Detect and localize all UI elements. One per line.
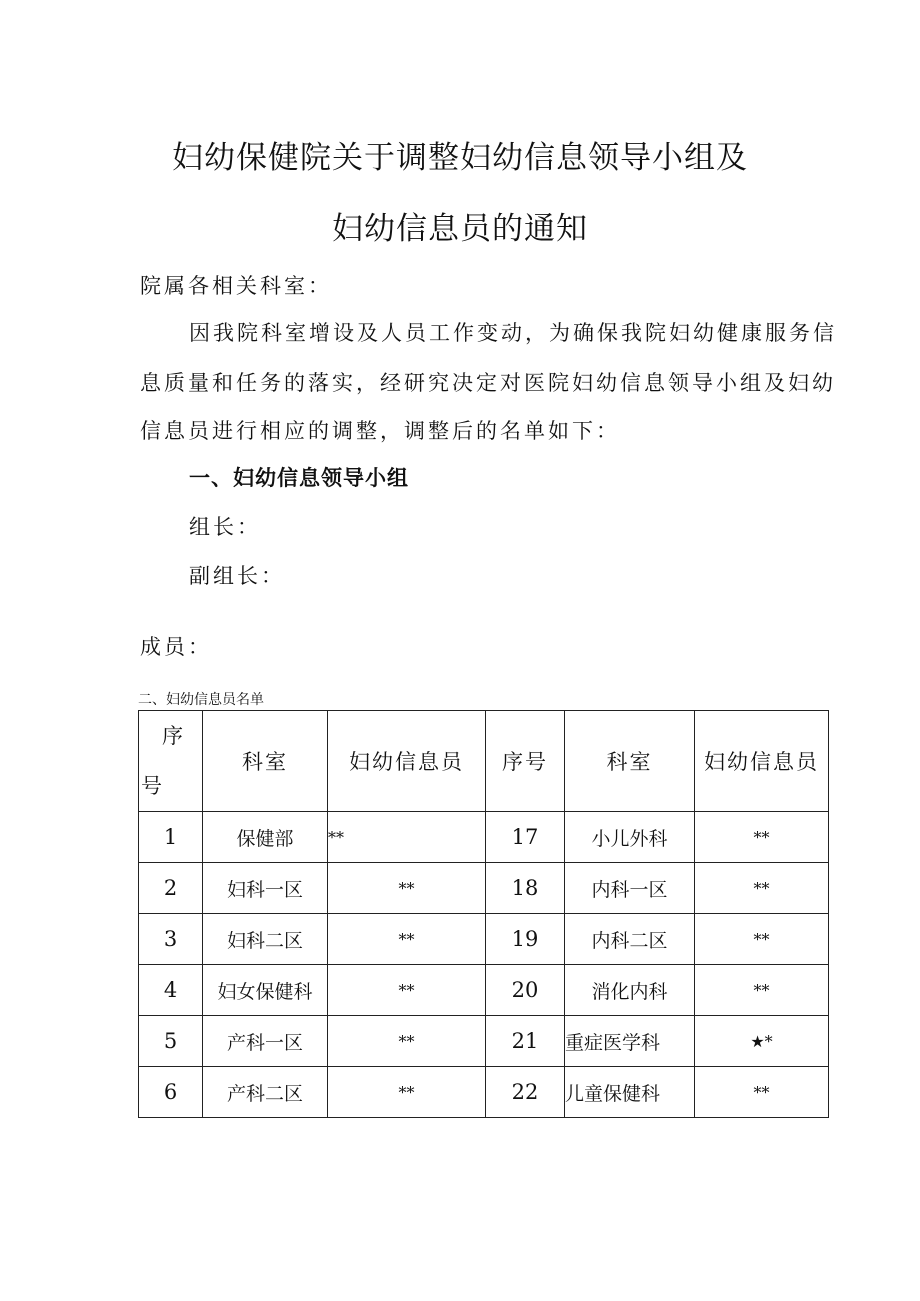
row-dept2: 消化内科 — [565, 965, 695, 1016]
row-officer: ** — [328, 1016, 486, 1067]
body-line-1: 因我院科室增设及人员工作变动，为确保我院妇幼健康服务信 — [189, 321, 837, 345]
row-no: 2 — [139, 863, 203, 914]
table-row — [139, 1016, 829, 1067]
row-no: 6 — [139, 1067, 203, 1118]
row-no2: 19 — [486, 914, 565, 965]
header-officer2: 妇幼信息员 — [695, 711, 829, 812]
row-no: 5 — [139, 1016, 203, 1067]
row-officer: ** — [328, 863, 486, 914]
row-dept: 妇女保健科 — [203, 965, 328, 1016]
row-no2: 20 — [486, 965, 565, 1016]
row-dept2: 重症医学科 — [565, 1016, 695, 1067]
header-officer: 妇幼信息员 — [328, 711, 486, 812]
row-officer: ** — [328, 914, 486, 965]
row-no2: 21 — [486, 1016, 565, 1067]
doc-title-line2: 妇幼信息员的通知 — [332, 211, 588, 247]
header-seq-char1: 序 — [162, 724, 185, 748]
row-officer: ** — [328, 1067, 486, 1118]
row-dept2: 内科二区 — [565, 914, 695, 965]
row-dept: 保健部 — [203, 812, 328, 863]
row-no: 4 — [139, 965, 203, 1016]
row-officer2: ** — [695, 1067, 829, 1118]
deputy-label: 副组长： — [189, 564, 285, 588]
header-seq2: 序号 — [486, 711, 565, 812]
table-row — [139, 1067, 829, 1118]
table-row — [139, 914, 829, 965]
header-seq — [139, 711, 203, 812]
row-officer2: ** — [695, 812, 829, 863]
row-dept: 产科一区 — [203, 1016, 328, 1067]
leader-label: 组长： — [189, 515, 261, 539]
row-no: 1 — [139, 812, 203, 863]
members-label: 成员： — [140, 635, 212, 659]
info-officer-table — [138, 710, 829, 1118]
salutation: 院属各相关科室： — [140, 274, 332, 298]
table-row — [139, 965, 829, 1016]
row-no2: 22 — [486, 1067, 565, 1118]
table-header-row — [139, 711, 829, 812]
row-dept2: 内科一区 — [565, 863, 695, 914]
table-row — [139, 812, 829, 863]
header-seq-char2: 号 — [141, 774, 164, 798]
header-dept2: 科室 — [565, 711, 695, 812]
row-officer2: ** — [695, 863, 829, 914]
row-officer2: ** — [695, 965, 829, 1016]
row-dept: 妇科一区 — [203, 863, 328, 914]
row-dept: 产科二区 — [203, 1067, 328, 1118]
section2-heading: 二、妇幼信息员名单 — [138, 692, 264, 708]
row-officer: ** — [328, 965, 486, 1016]
body-line-3: 信息员进行相应的调整，调整后的名单如下： — [140, 419, 620, 443]
row-officer2: ★* — [695, 1016, 829, 1067]
table-row — [139, 863, 829, 914]
row-dept2: 儿童保健科 — [565, 1067, 695, 1118]
row-no2: 18 — [486, 863, 565, 914]
row-dept: 妇科二区 — [203, 914, 328, 965]
doc-title-line1: 妇幼保健院关于调整妇幼信息领导小组及 — [172, 140, 748, 176]
body-line-2: 息质量和任务的落实，经研究决定对医院妇幼信息领导小组及妇幼 — [140, 371, 836, 395]
header-dept: 科室 — [203, 711, 328, 812]
row-dept2: 小儿外科 — [565, 812, 695, 863]
row-no: 3 — [139, 914, 203, 965]
row-officer: ** — [328, 812, 486, 863]
row-officer2: ** — [695, 914, 829, 965]
row-no2: 17 — [486, 812, 565, 863]
section1-heading: 一、妇幼信息领导小组 — [189, 466, 409, 490]
